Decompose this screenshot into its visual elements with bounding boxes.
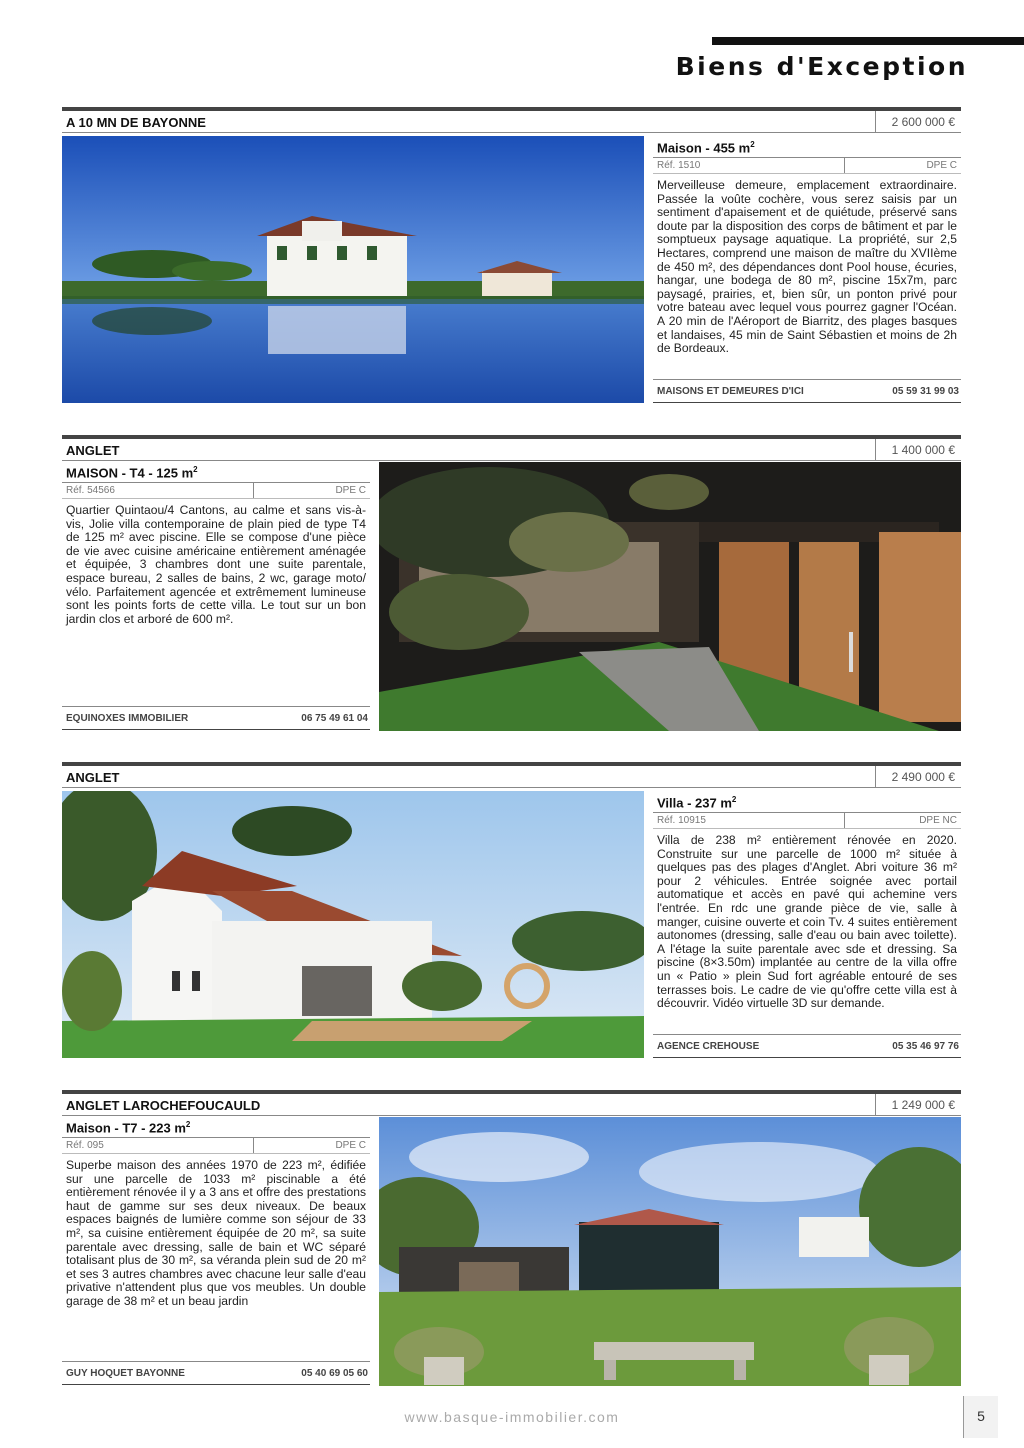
property-type: MAISON - T4 - 125 $m^2$ [62, 461, 370, 483]
agency-name: EQUINOXES IMMOBILIER [66, 712, 189, 724]
property-type: Maison - T7 - 223 $m^2$ [62, 1116, 370, 1138]
footer-url[interactable]: www.basque-immobilier.com [404, 1409, 620, 1425]
dpe-rating: DPE C [335, 485, 366, 496]
listing-photo-night-villa[interactable] [379, 462, 961, 731]
listing-price: 1 249 000 € [875, 1094, 961, 1115]
agency-phone[interactable]: 05 40 69 05 60 [301, 1367, 368, 1379]
ref-number: Réf. 095 [62, 1138, 254, 1153]
dpe-rating: DPE C [926, 160, 957, 171]
listing-price: 1 400 000 € [875, 439, 961, 460]
dpe-rating: DPE C [335, 1140, 366, 1151]
listing-photo-garden-house[interactable] [379, 1117, 961, 1386]
property-type: Villa - 237 $m^2$ [653, 791, 961, 813]
page-title: Biens d'Exception [675, 52, 968, 81]
listing-price: 2 490 000 € [875, 766, 961, 787]
agency-row [653, 1034, 961, 1058]
listing-location: ANGLET [66, 443, 120, 458]
listing-location: ANGLET [66, 770, 120, 785]
ref-row [62, 1138, 370, 1154]
property-description: Villa de 238 m² entièrement rénovée en 2020. Construite sur une parcelle de 1000 m² située à quelques pas des plages d'Anglet. Abri voiture 36 m² pour 2 véhicules. Entrée soignée avec portail automatique et accès en pavé qui achemine vers l'entrée. En rdc une grande pièce de vie, salle à manger, cuisine ouverte et coin Tv. 4 suites entièrement autonomes (dressing, salle d'eau ou bain avec toilette). A l'étage la suite parentale avec sde et dressing. Sa piscine (8×3.50m) implantée au centre de la villa offre un « Patio » plein Sud fort agréable entouré de ses terrasses bois. Le cadre de vie qu'offre cette villa est à découvrir. Vidéo virtuelle 3D sur demande. [657, 833, 957, 1011]
property-description: Quartier Quintaou/4 Cantons, au calme et sans vis-à-vis, Jolie villa contemporaine de plain pied de type T4 de 125 m² avec piscine. Elle se compose d'une pièce de vie avec cuisine américaine entièrement aménagée et équipée, 3 chambres dont une suite parentale, espace bureau, 2 salles de bains, 2 wc, garage moto/ vélo. Parfaitement agencée et extrêmement lumineuse sont les points forts de cette villa. Le tout sur un bon jardin clos et arboré de 600 m². [66, 503, 366, 626]
divider [62, 132, 961, 133]
listing-price: 2 600 000 € [875, 111, 961, 132]
listing-photo-white-villa[interactable] [62, 791, 644, 1058]
listing-info [62, 461, 370, 626]
ref-row [653, 813, 961, 829]
page-number: 5 [963, 1396, 998, 1438]
agency-row [653, 379, 961, 403]
property-description: Merveilleuse demeure, emplacement extraordinaire. Passée la voûte cochère, vous serez saisis par un sentiment d'apaisement et de quiétude, préservé sans doute par la disposition des corps de bâtiment et par le somptueux paysage aquatique. La propriété, sur 2,5 Hectares, comprend une maison de maître du XVIIème de 450 m², des dépendances dont Pool house, écuries, hangar, une bodega de 80 m², piscine 15x7m, parc paysagé, prairies, et, bien sûr, un ponton privé pour votre bateau avec lequel vous pourrez gagner l'Océan. A 20 min de l'Aéroport de Biarritz, des plages basques et landaises, 45 min de Saint Sébastien et moins de 2h de Bordeaux. [657, 178, 957, 356]
ref-row [62, 483, 370, 499]
listing-3 [62, 762, 961, 1060]
divider [62, 787, 961, 788]
property-description: Superbe maison des années 1970 de 223 m², édifiée sur une parcelle de 1033 m² piscinable a été entièrement rénovée il y a 3 ans et offre des prestations haut de gamme sur ses deux niveaux. De beaux espaces baignés de lumière comme son séjour de 33 m², sa cuisine entièrement équipée de 20 m², sa suite parentale avec dressing, salle de bain et WC séparé totalisant plus de 30 m², sa véranda plein sud de 20 m² et ses 3 autres chambres avec chacune leur salle d'eau privative n'attendent plus que vos meubles. Un double garage de 38 m² et un beau jardin [66, 1158, 366, 1308]
agency-name: AGENCE CREHOUSE [657, 1040, 760, 1052]
agency-name: GUY HOQUET BAYONNE [66, 1367, 185, 1379]
listing-info [653, 136, 961, 356]
agency-row [62, 1361, 370, 1385]
listing-info [653, 791, 961, 1011]
dpe-rating: DPE NC [919, 815, 957, 826]
ref-number: Réf. 54566 [62, 483, 254, 498]
header-bar [712, 37, 1024, 45]
agency-phone[interactable]: 06 75 49 61 04 [301, 712, 368, 724]
ref-row [653, 158, 961, 174]
ref-number: Réf. 10915 [653, 813, 845, 828]
listing-top-bar [62, 435, 961, 439]
property-type: Maison - 455 $m^2$ [653, 136, 961, 158]
listing-top-bar [62, 1090, 961, 1094]
agency-phone[interactable]: 05 35 46 97 76 [892, 1040, 959, 1052]
listing-location: ANGLET LAROCHEFOUCAULD [66, 1098, 261, 1113]
listing-2 [62, 435, 961, 733]
listing-info [62, 1116, 370, 1309]
agency-row [62, 706, 370, 730]
listing-4 [62, 1090, 961, 1388]
listing-top-bar [62, 762, 961, 766]
listing-location: A 10 MN DE BAYONNE [66, 115, 206, 130]
listing-top-bar [62, 107, 961, 111]
agency-name: MAISONS ET DEMEURES D'ICI [657, 385, 804, 397]
listing-1 [62, 107, 961, 405]
ref-number: Réf. 1510 [653, 158, 845, 173]
agency-phone[interactable]: 05 59 31 99 03 [892, 385, 959, 397]
listing-photo-lake-mansion[interactable] [62, 136, 644, 403]
